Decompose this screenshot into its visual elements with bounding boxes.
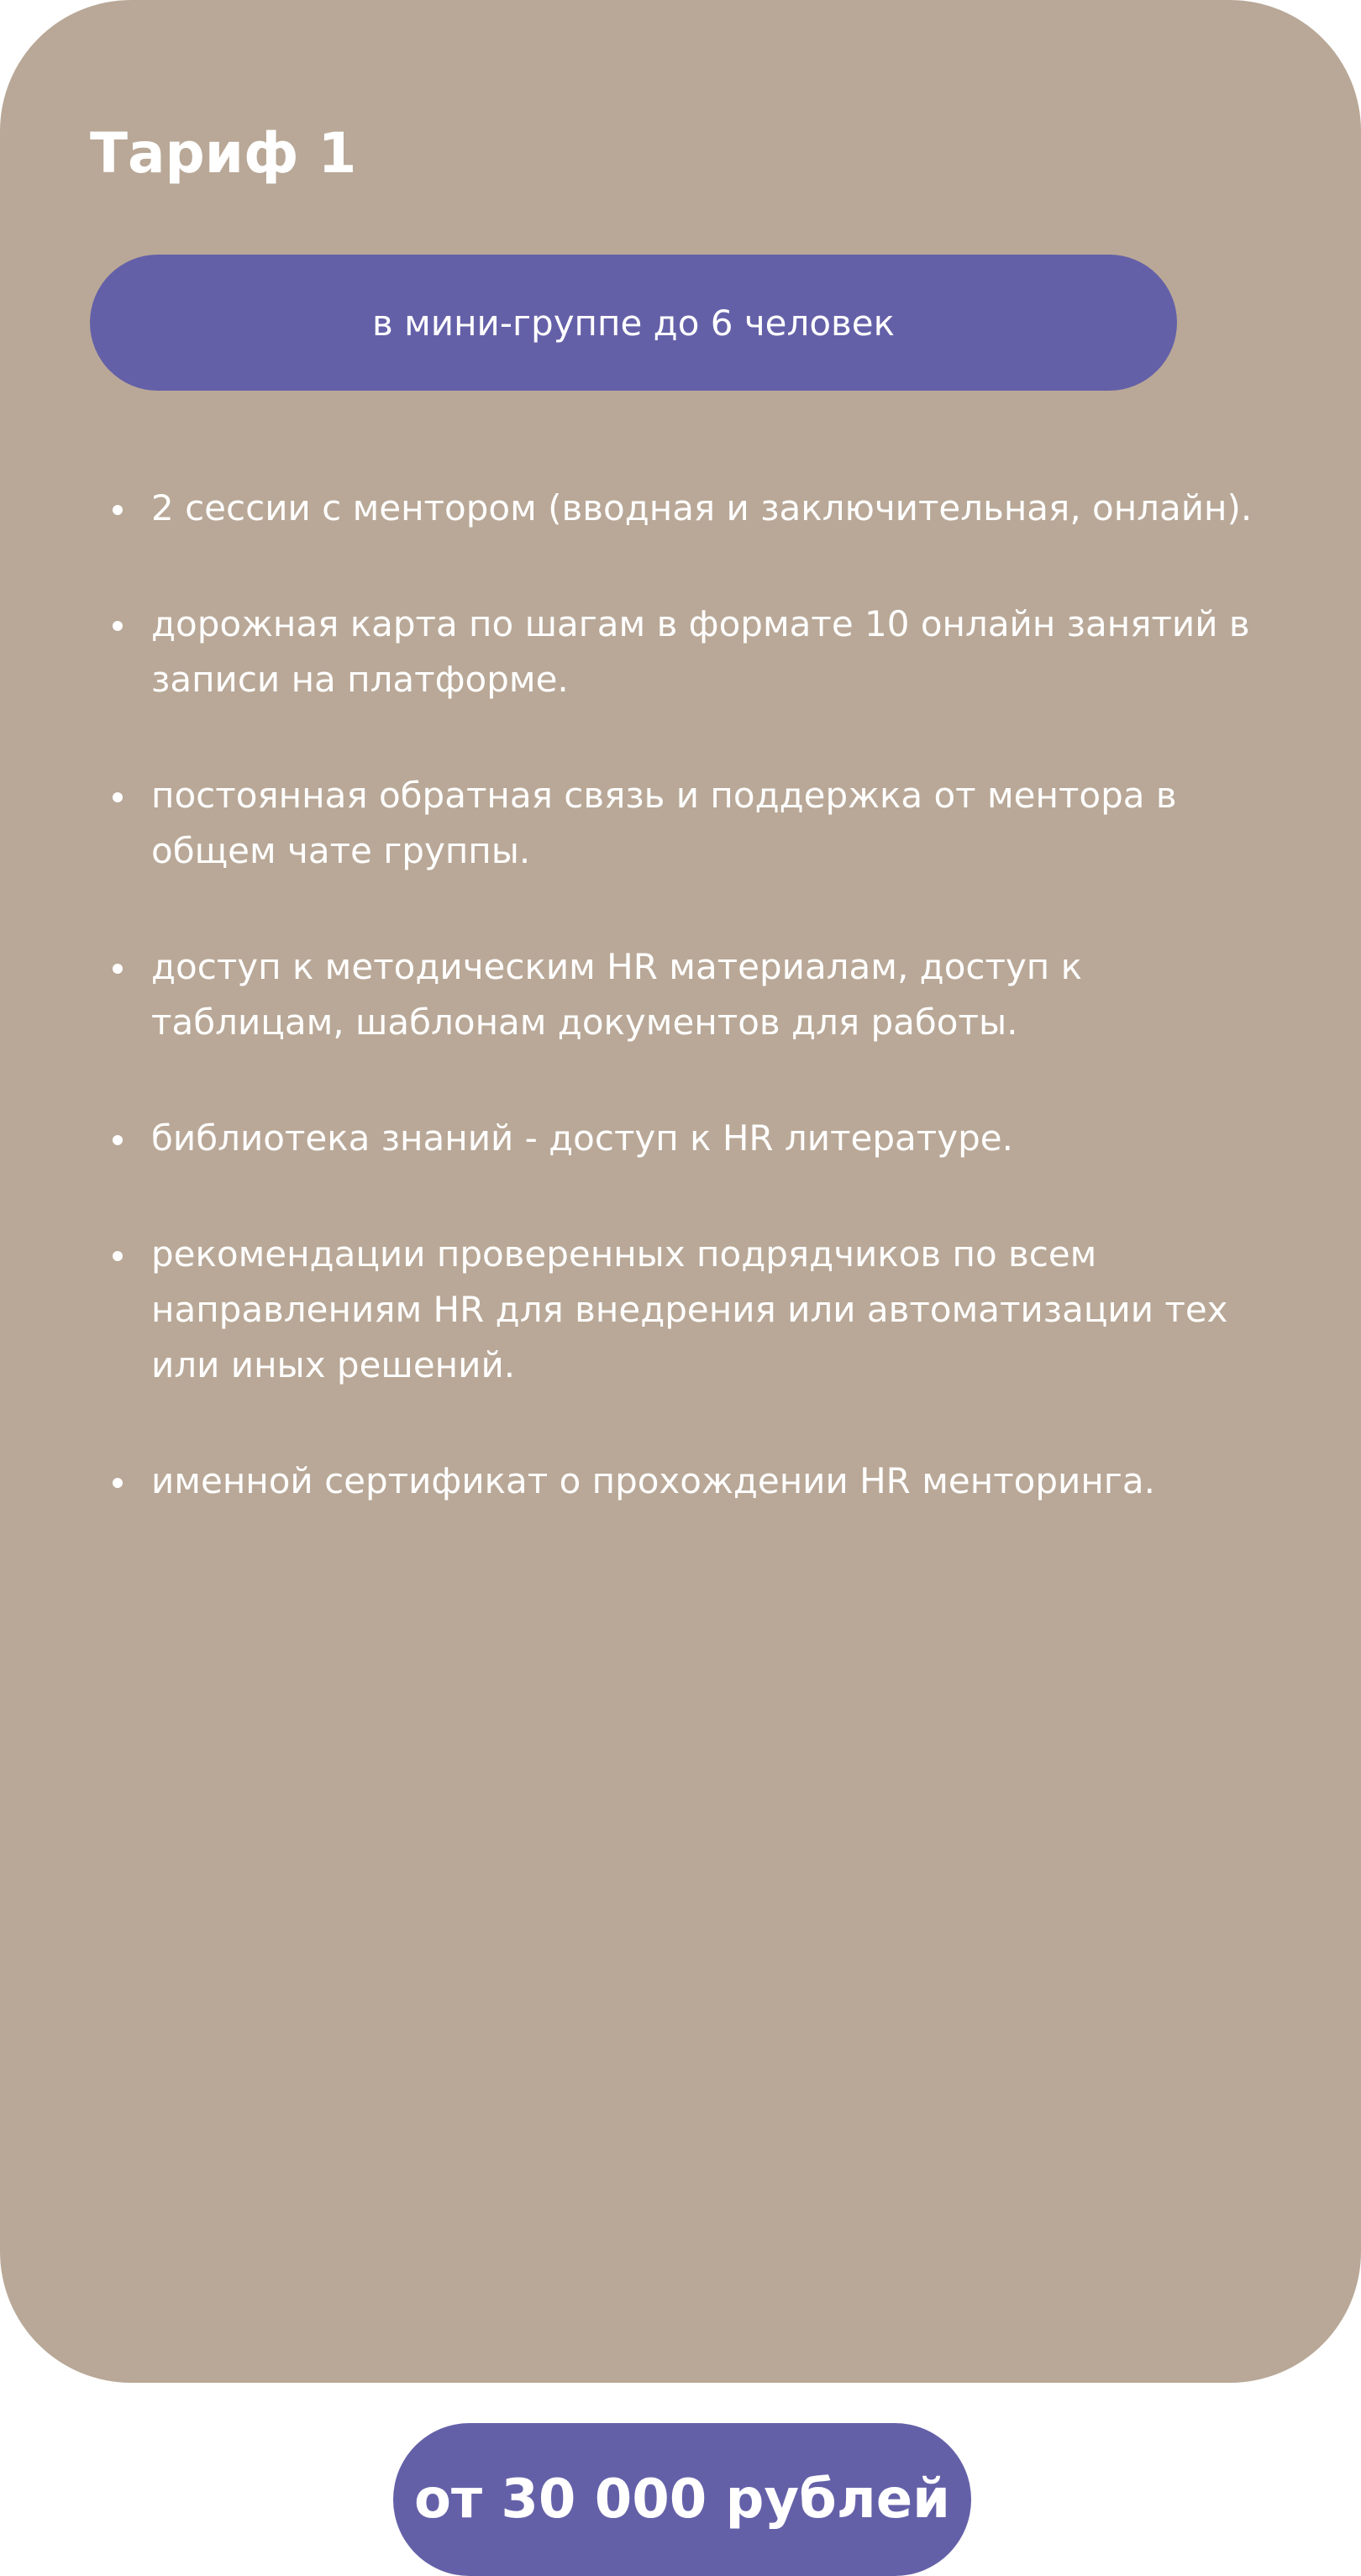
bullet-icon: [113, 621, 123, 631]
bullet-icon: [113, 792, 123, 802]
feature-item: [109, 1227, 1285, 1393]
feature-list: [109, 481, 1285, 1509]
tariff-title: Тариф 1: [90, 121, 357, 186]
group-size-badge: [90, 255, 1177, 391]
price-button[interactable]: [393, 2423, 971, 2576]
feature-item: [109, 481, 1285, 536]
feature-text: рекомендации проверенных подрядчиков по всем направлениям HR для внедрения или автоматизации тех или иных решений.: [151, 1233, 1228, 1385]
feature-text: 2 сессии с ментором (вводная и заключительная, онлайн).: [151, 487, 1253, 528]
bullet-icon: [113, 1135, 123, 1145]
feature-text: библиотека знаний - доступ к HR литературе.: [151, 1117, 1013, 1159]
bullet-icon: [113, 964, 123, 974]
feature-item: [109, 597, 1285, 707]
feature-text: именной сертификат о прохождении HR менторинга.: [151, 1460, 1155, 1501]
feature-text: постоянная обратная связь и поддержка от ментора в общем чате группы.: [151, 775, 1177, 871]
bullet-icon: [113, 1251, 123, 1261]
feature-text: доступ к методическим HR материалам, доступ к таблицам, шаблонам документов для работы.: [151, 946, 1082, 1043]
feature-item: [109, 1454, 1285, 1509]
feature-item: [109, 1111, 1285, 1166]
bullet-icon: [113, 1478, 123, 1488]
bullet-icon: [113, 505, 123, 515]
feature-item: [109, 768, 1285, 879]
group-size-label: в мини-группе до 6 человек: [371, 302, 895, 344]
feature-text: дорожная карта по шагам в формате 10 онлайн занятий в записи на платформе.: [151, 603, 1250, 700]
price-label: от 30 000 рублей: [414, 2468, 950, 2531]
feature-item: [109, 939, 1285, 1050]
